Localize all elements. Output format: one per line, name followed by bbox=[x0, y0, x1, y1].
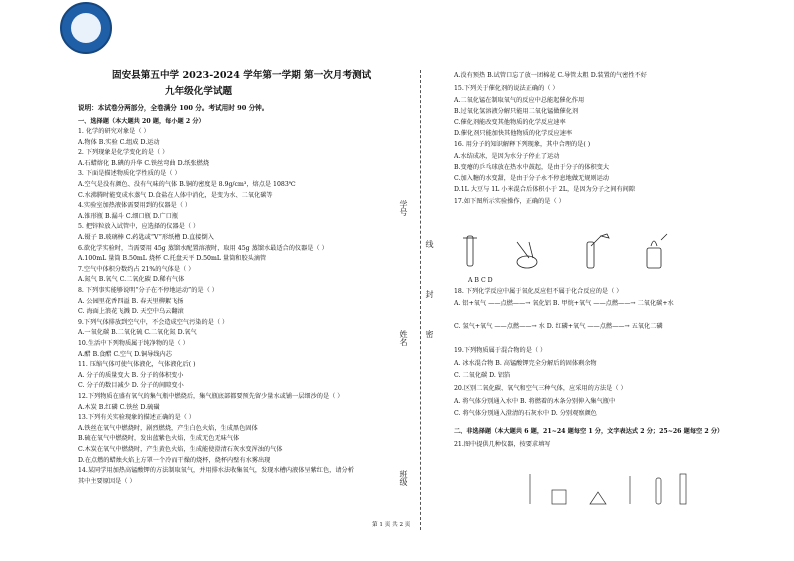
left-line: 13.下列有关实验现象的描述正确的是（ ） bbox=[78, 414, 195, 422]
q17-figure-b bbox=[517, 242, 537, 268]
school-logo bbox=[60, 2, 112, 54]
right-line: B.过氧化氢溶液分解只能用二氧化锰做催化剂 bbox=[454, 108, 579, 115]
right-line: 19.下列物质属于混合物的是（ ） bbox=[454, 347, 547, 354]
right-line: 17.如下图所示实验操作，正确的是（ ） bbox=[454, 198, 565, 205]
q17-figure-c bbox=[587, 234, 609, 268]
right-line: 18. 下列化学反应中属于氧化反应但不属于化合反应的是（ ） bbox=[454, 288, 623, 295]
page-footer: 第 1 页 共 2 页 bbox=[372, 522, 411, 528]
instructions: 说明：本试卷分两部分，全卷满分 100 分。考试用时 90 分钟。 bbox=[78, 104, 269, 112]
left-line: A.物体 B.实验 C.组成 D.运动 bbox=[78, 138, 160, 146]
left-line: 14.某同学用加热高锰酸钾的方法制取氧气，并用排水法收集氧气，发现水槽内液体呈紫红色，请分析 bbox=[78, 467, 354, 475]
left-line: A.铁丝在氧气中燃烧时，剧烈燃烧，产生白色火焰，生成黑色固体 bbox=[78, 424, 258, 432]
left-line: 9.下列气体排放到空气中，不会造成空气污染的是（ ） bbox=[78, 318, 229, 326]
q21-alcohol-lamp bbox=[590, 492, 606, 504]
left-line: 2. 下列现象是化学变化的是（ ） bbox=[78, 149, 169, 157]
exam-subject: 九年级化学试题 bbox=[165, 86, 233, 97]
left-line: 3. 下面是描述物质化学性质的是（ ） bbox=[78, 170, 181, 178]
right-line: C.加入糖的水变甜，是由于分子永不停息地做无规则运动 bbox=[454, 175, 609, 182]
right-line: A.没有预热 B.试管口忘了放一团棉花 C.导管太粗 D.装置的气密性不好 bbox=[454, 72, 647, 79]
left-line: 4.实验室加热液体需要用到的仪器是（ ） bbox=[78, 202, 192, 210]
binding-word-line: 线 bbox=[425, 240, 434, 248]
left-line: 10.生活中下列物质属于纯净物的是（ ） bbox=[78, 340, 189, 347]
q17-figures bbox=[455, 232, 685, 274]
left-line: C. 分子的数目减少 D. 分子的间隙变小 bbox=[78, 382, 184, 390]
binding-label-id: 学号 bbox=[399, 200, 408, 216]
right-line: C. 氢气+氧气 ——点燃——→ 水 D. 红磷+氧气 ——点燃——→ 五氧化二磷 bbox=[454, 323, 663, 330]
right-line: 20.区别二氧化碳、氧气和空气三种气体，应采用的方法是（ ） bbox=[454, 385, 627, 392]
q21-test-tube bbox=[656, 478, 661, 504]
right-line: C. 将气体分别通入澄清的石灰水中 D. 分别观察颜色 bbox=[454, 410, 597, 417]
q21-figures bbox=[520, 470, 720, 510]
left-line: 一、选择题（本大题共 20 题，每小题 2 分） bbox=[78, 118, 205, 125]
right-line: 二、非选择题（本大题共 6 题，21~24 题每空 1 分，文字表达式 2 分；25~26 题每空 2 分） bbox=[454, 428, 724, 435]
q21-graduated-cylinder bbox=[680, 474, 686, 504]
right-line: C.催化剂能改变其他物质的化学反应速率 bbox=[454, 119, 566, 126]
left-line: 7.空气中体积分数约占 21%的气体是（ ） bbox=[78, 265, 195, 273]
right-line: A.二氧化锰在制取氧气的反应中总能起催化作用 bbox=[454, 97, 585, 104]
left-line: A.镊子 B.玻璃棒 C.药匙或“V”形纸槽 D.直接倒入 bbox=[78, 234, 214, 241]
left-line: A. 公园里花香四溢 B. 春天里柳絮飞扬 bbox=[78, 297, 184, 305]
right-line: A. 铝+氧气 ——点燃——→ 氧化铝 B. 甲烷+氧气 ——点燃——→ 二氧化碳+水 bbox=[454, 300, 674, 307]
right-line: 16. 用分子的知识解释下列现象，其中合理的是( ) bbox=[454, 141, 591, 148]
left-line: A.木炭 B.红磷 C.铁丝 D.硫磺 bbox=[78, 403, 160, 411]
binding-word-seal: 封 bbox=[425, 290, 434, 298]
right-line: D.1L 大豆与 1L 小米混合后体积小于 2L，是因为分子之间有间隙 bbox=[454, 186, 636, 193]
exam-title: 固安县第五中学 2023-2024 学年第一学期 第一次月考测试 bbox=[112, 70, 372, 81]
left-line: 6.欲化学实验时，当需要用 45g 蒸馏水配置溶液时，取用 45g 蒸馏水最适合的仪器是（ ） bbox=[78, 244, 328, 252]
left-line: D.在点燃的蜡烛火焰上方罩一个冷而干燥的烧杯，烧杯内壁有水雾出现 bbox=[78, 456, 271, 464]
left-line: 11. 压缩气体可使气体液化，气体液化后( ) bbox=[78, 361, 196, 369]
left-line: 8. 下列事实能够说明“分子在不停地运动”的是（ ） bbox=[78, 287, 218, 294]
left-line: 12.下列物质在盛有氧气的集气瓶中燃烧后，集气瓶底部都要预先留少量水或铺一层细沙的是（ ） bbox=[78, 393, 344, 400]
left-line: 1. 化学的研究对象是（ ） bbox=[78, 128, 150, 135]
right-line: B.变瘪的乒乓球放在热水中鼓起，是由于分子的体积变大 bbox=[454, 164, 610, 171]
left-line: A.醋 B.食醋 C.空气 D.铜导线内芯 bbox=[78, 350, 172, 358]
q17-figure-a bbox=[463, 236, 477, 266]
left-line: A.石蜡熔化 B.碘的升华 C.铁丝弯曲 D.纸张燃烧 bbox=[78, 159, 210, 167]
left-line: 其中主要原因是（ ） bbox=[78, 477, 136, 485]
binding-cut-line bbox=[420, 70, 421, 530]
right-line: A.水结成冰，是因为水分子停止了运动 bbox=[454, 153, 560, 160]
left-line: 5. 把锌粒放入试管中，应选择的仪器是（ ） bbox=[78, 223, 200, 231]
q21-beaker bbox=[552, 490, 566, 504]
left-line: A.锥形瓶 B.漏斗 C.细口瓶 D.广口瓶 bbox=[78, 212, 179, 220]
left-line: A.100mL 量筒 B.50mL 烧杯 C.托盘天平 D.50mL 量筒和胶头滴管 bbox=[78, 255, 267, 263]
left-line: C.水沸腾时能变成水蒸气 D.食盐在人体中消化，是变为水、二氧化碳等 bbox=[78, 191, 273, 199]
left-line: A.氮气 B.氧气 C.二氧化碳 D.稀有气体 bbox=[78, 276, 185, 284]
right-line: D.催化剂只能加快其他物质的化学反应速率 bbox=[454, 130, 573, 137]
left-line: B.硫在氧气中燃烧时，发出蓝紫色火焰，生成无色无味气体 bbox=[78, 435, 240, 443]
right-line: 21.图中提供几种仪器，按要求填写 bbox=[454, 441, 551, 448]
left-line: A. 分子的质量变大 B. 分子的体积变小 bbox=[78, 371, 184, 379]
binding-label-class: 班级 bbox=[399, 470, 408, 486]
left-line: A.空气是没有颜色、没有气味的气体 B.铜的密度是 8.9g/cm³，熔点是 1083℃ bbox=[78, 181, 296, 188]
right-line: A B C D bbox=[468, 277, 493, 284]
left-line: C.木炭在氧气中燃烧时，产生黄色火焰，生成能使澄清石灰水变浑浊的气体 bbox=[78, 446, 283, 453]
right-line: 15.下列关于催化剂的说法正确的（ ） bbox=[454, 85, 559, 92]
left-line: A.一氧化碳 B.二氧化硫 C.二氧化氮 D.氧气 bbox=[78, 329, 197, 337]
binding-label-name: 姓名 bbox=[399, 330, 408, 346]
left-line: C. 海面上浪花飞溅 D. 天空中乌云翻滚 bbox=[78, 308, 184, 316]
right-line: C. 二氧化碳 D. 铝箔 bbox=[454, 372, 511, 379]
q17-figure-d bbox=[647, 234, 667, 268]
binding-word-secret: 密 bbox=[425, 330, 434, 338]
right-line: A. 冰水混合物 B. 高锰酸钾完全分解后的固体剩余物 bbox=[454, 360, 597, 367]
right-line: A. 将气体分别通入水中 B. 将燃着的木条分别伸入集气瓶中 bbox=[454, 398, 616, 405]
